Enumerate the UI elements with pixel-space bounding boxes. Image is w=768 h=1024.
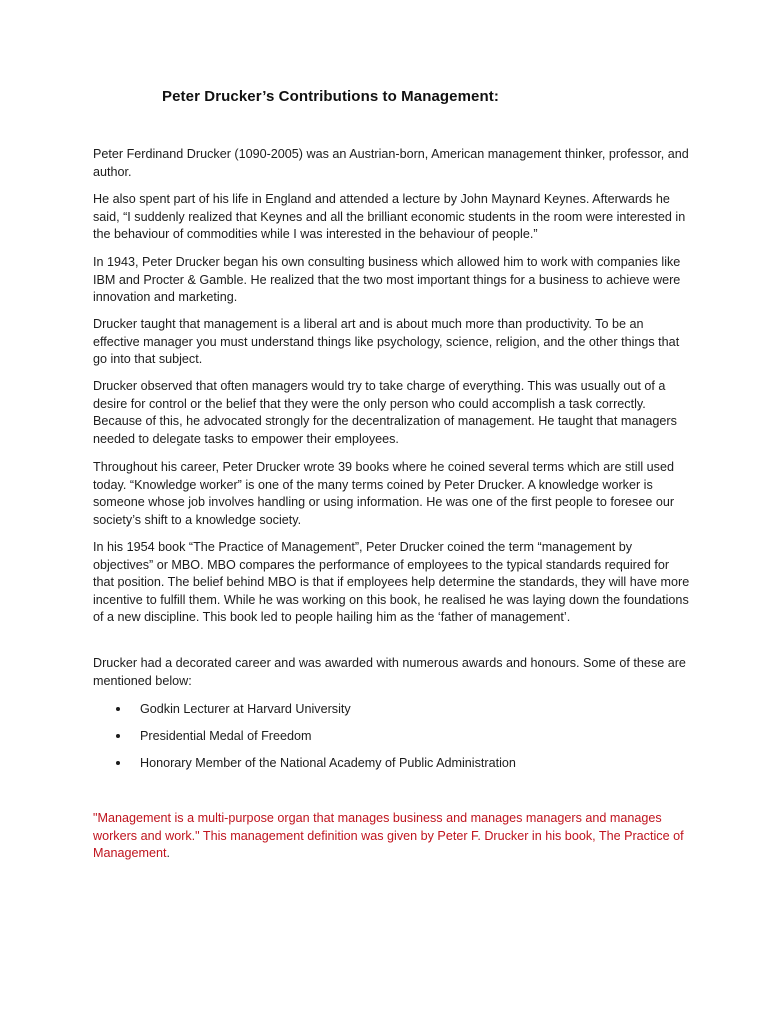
paragraph-liberal-art: Drucker taught that management is a liberal art and is about much more than productivity. To be an effective manager you must understand things like psychology, science, religion, and the other things that go into that subject. (93, 317, 680, 367)
paragraph-awards-intro: Drucker had a decorated career and was awarded with numerous awards and honours. Some of these are mentioned below: (93, 656, 686, 688)
quote-text: "Management is a multi-purpose organ that manages business and manages managers and manages workers and work." This management definition was given by Peter F. Drucker in his book, The Practice of Management (93, 811, 684, 861)
awards-list (93, 700, 693, 781)
list-item (93, 754, 693, 781)
list-item (93, 700, 693, 727)
award-text: Presidential Medal of Freedom (140, 729, 312, 743)
award-text: Godkin Lecturer at Harvard University (140, 702, 351, 716)
bullet-icon (116, 707, 120, 711)
list-item (93, 727, 693, 754)
bullet-icon (116, 734, 120, 738)
management-quote (93, 810, 693, 863)
paragraph-knowledge-worker: Throughout his career, Peter Drucker wrote 39 books where he coined several terms which are still used today. “Knowledge worker” is one of the many terms coined by Peter Drucker. A knowledge worker is someone whose job involves handling or using information. He was one of the first people to foresee our society’s shift to a knowledge society. (93, 460, 675, 527)
paragraph-decentralization: Drucker observed that often managers would try to take charge of everything. This was usually out of a desire for control or the belief that they were the only person who could accomplish a task correctly. Because of this, he advocated strongly for the decentralization of management. He taught that managers needed to delegate tasks to empower their employees. (93, 379, 677, 446)
paragraph-keynes: He also spent part of his life in England and attended a lecture by John Maynard Keynes. Afterwards he said, “I suddenly realized that Keynes and all the brilliant economic students in the room were interested in the behaviour of commodities while I was interested in the behaviour of people.” (93, 192, 686, 242)
award-text: Honorary Member of the National Academy of Public Administration (140, 756, 516, 770)
paragraph-intro: Peter Ferdinand Drucker (1090-2005) was an Austrian-born, American management thinker, professor, and author. (93, 147, 689, 179)
quote-end-period: . (166, 846, 171, 861)
paragraph-consulting: In 1943, Peter Drucker began his own consulting business which allowed him to work with companies like IBM and Procter & Gamble. He realized that the two most important things for a business to achieve were innovation and marketing. (93, 255, 681, 305)
bullet-icon (116, 761, 120, 765)
paragraph-mbo: In his 1954 book “The Practice of Management”, Peter Drucker coined the term “management by objectives” or MBO. MBO compares the performance of employees to the typical standards required for that position. The belief behind MBO is that if employees help determine the standards, they will have more incentive to fulfill them. While he was working on this book, he realised he was laying down the foundations of a new discipline. This book led to people hailing him as the ‘father of management’. (93, 540, 690, 625)
document-title: Peter Drucker’s Contributions to Management: (162, 88, 499, 105)
